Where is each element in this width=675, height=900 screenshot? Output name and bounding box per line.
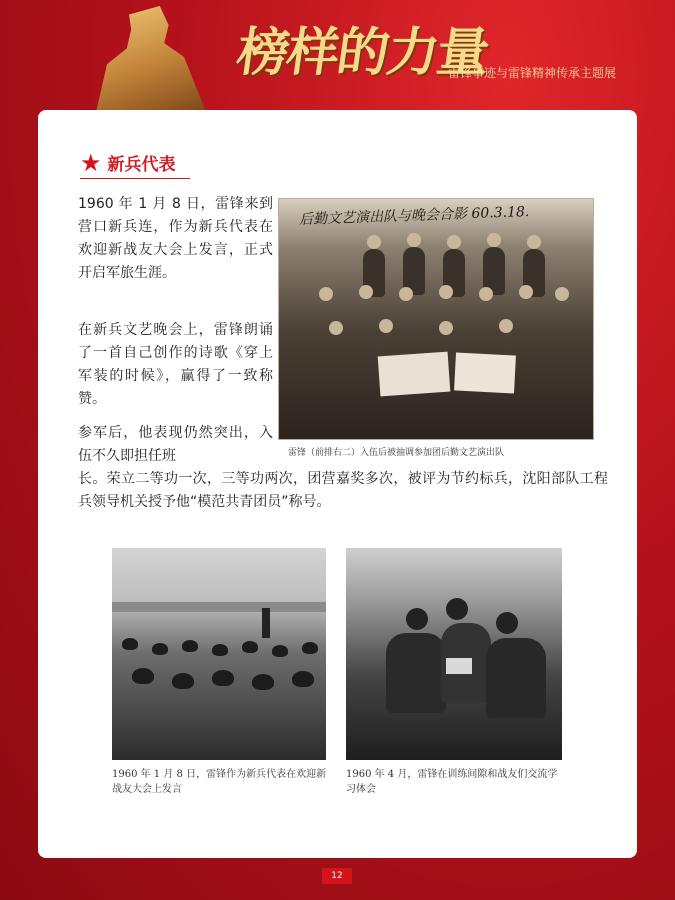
held-paper <box>378 352 451 397</box>
figure <box>527 235 541 249</box>
exhibition-subtitle: 雷锋事迹与雷锋精神传承主题展 <box>448 66 617 80</box>
figure <box>367 235 381 249</box>
figure <box>446 598 468 620</box>
crowd <box>292 671 314 687</box>
crowd <box>212 670 234 686</box>
assembly-photo-caption: 1960 年 1 月 8 日，雷锋作为新兵代表在欢迎新战友大会上发言 <box>112 769 327 795</box>
study-photo-caption: 1960 年 4 月，雷锋在训练间隙和战友们交流学习体会 <box>346 769 558 795</box>
group-photo <box>278 198 594 440</box>
figure <box>499 319 513 333</box>
speaker-figure <box>262 608 270 638</box>
crowd <box>172 673 194 689</box>
soldier-body <box>486 638 546 718</box>
paragraph-2: 在新兵文艺晚会上，雷锋朗诵了一首自己创作的诗歌《穿上军装的时候》，赢得了一致称赞。 <box>78 322 273 407</box>
figure <box>329 321 343 335</box>
page-number: 12 <box>322 868 352 884</box>
group-photo-caption: 雷锋（前排右二）入伍后被抽调参加团后勤文艺演出队 <box>288 448 505 458</box>
crowd <box>152 643 168 655</box>
section-underline <box>80 178 190 179</box>
star-icon: ★ <box>80 148 102 177</box>
paragraph-1: 1960 年 1 月 8 日，雷锋来到营口新兵连，作为新兵代表在欢迎新战友大会上发言，正式开启军旅生涯。 <box>78 196 273 281</box>
figure <box>319 287 333 301</box>
soldier-body <box>386 633 446 713</box>
figure <box>519 285 533 299</box>
figure <box>447 235 461 249</box>
crowd <box>242 641 258 653</box>
photo-inscription: 后勤文艺演出队与晚会合影 60.3.18. <box>298 203 530 229</box>
paragraph-3b: 长。荣立二等功一次，三等功两次，团营嘉奖多次，被评为节约标兵，沈阳部队工程兵领导机关授予他“模范共青团员”称号。 <box>78 471 608 510</box>
figure <box>479 287 493 301</box>
assembly-photo <box>112 548 326 760</box>
figure <box>555 287 569 301</box>
figure <box>406 608 428 630</box>
exhibition-title: 榜样的力量 <box>233 22 492 83</box>
crowd <box>132 668 154 684</box>
figure <box>439 285 453 299</box>
figure <box>379 319 393 333</box>
statue-image <box>96 6 206 112</box>
figure <box>496 612 518 634</box>
figure <box>359 285 373 299</box>
figure <box>439 321 453 335</box>
crowd <box>182 640 198 652</box>
crowd <box>252 674 274 690</box>
header-banner <box>0 0 675 112</box>
crowd <box>212 644 228 656</box>
section-heading <box>80 150 176 175</box>
crowd <box>302 642 318 654</box>
paragraph-3a: 参军后，他表现仍然突出，入伍不久即担任班 <box>78 425 273 464</box>
held-paper <box>454 352 516 393</box>
crowd <box>272 645 288 657</box>
horizon <box>112 602 326 612</box>
figure <box>399 287 413 301</box>
figure <box>407 233 421 247</box>
crowd <box>122 638 138 650</box>
figure <box>487 233 501 247</box>
section-title: 新兵代表 <box>107 155 176 175</box>
study-photo <box>346 548 562 760</box>
book <box>446 658 472 674</box>
